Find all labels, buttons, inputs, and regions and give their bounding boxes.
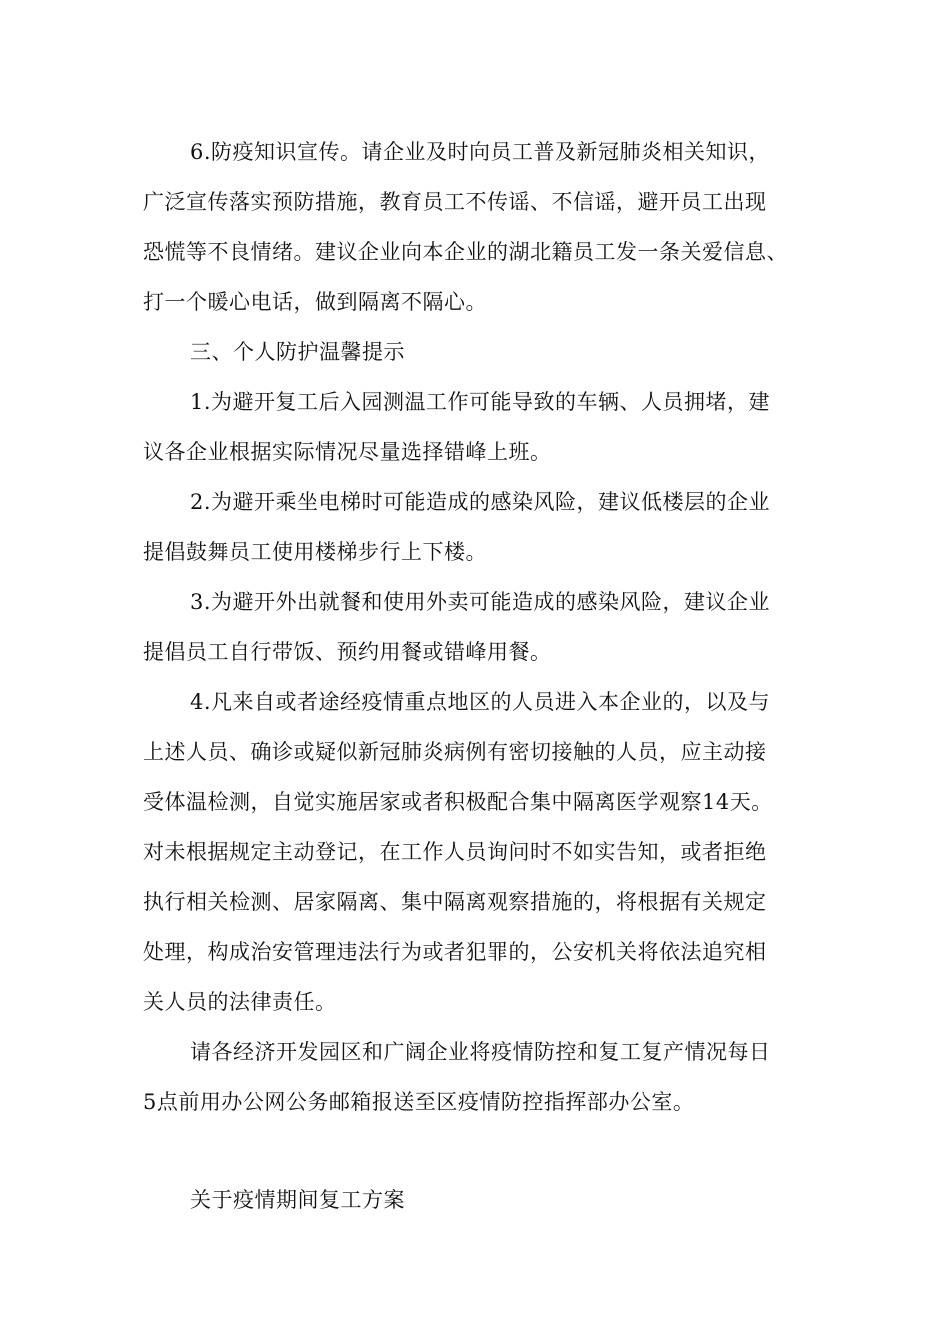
paragraph-line: 处理，构成治安管理违法行为或者犯罪的，公安机关将依法追究相 [143, 940, 767, 964]
paragraph-line: 对未根据规定主动登记，在工作人员询问时不如实告知，或者拒绝 [143, 840, 767, 864]
paragraph-line: 3.为避开外出就餐和使用外卖可能造成的感染风险，建议企业 [190, 590, 771, 614]
paragraph-line: 1.为避开复工后入园测温工作可能导致的车辆、人员拥堵，建 [190, 390, 771, 414]
paragraph-line: 提倡鼓舞员工使用楼梯步行上下楼。 [143, 540, 487, 564]
paragraph-line: 关人员的法律责任。 [143, 990, 337, 1014]
paragraph-line: 恐慌等不良情绪。建议企业向本企业的湖北籍员工发一条关爱信息、 [143, 240, 788, 264]
paragraph-line: 打一个暖心电话，做到隔离不隔心。 [143, 290, 487, 314]
paragraph-line: 提倡员工自行带饭、预约用餐或错峰用餐。 [143, 640, 552, 664]
paragraph-line: 执行相关检测、居家隔离、集中隔离观察措施的，将根据有关规定 [143, 890, 767, 914]
paragraph-line: 6.防疫知识宣传。请企业及时向员工普及新冠肺炎相关知识， [190, 140, 771, 164]
paragraph-line: 议各企业根据实际情况尽量选择错峰上班。 [143, 440, 552, 464]
document-title: 关于疫情期间复工方案 [190, 1188, 405, 1212]
paragraph-line: 4.凡来自或者途经疫情重点地区的人员进入本企业的，以及与 [190, 690, 771, 714]
paragraph-line: 受体温检测，自觉实施居家或者积极配合集中隔离医学观察14天。 [143, 790, 773, 814]
paragraph-line: 广泛宣传落实预防措施，教育员工不传谣、不信谣，避开员工出现 [143, 190, 767, 214]
section-heading: 三、个人防护温馨提示 [190, 340, 405, 364]
paragraph-line: 2.为避开乘坐电梯时可能造成的感染风险，建议低楼层的企业 [190, 490, 771, 514]
paragraph-line: 请各经济开发园区和广阔企业将疫情防控和复工复产情况每日 [190, 1040, 771, 1064]
paragraph-line: 上述人员、确诊或疑似新冠肺炎病例有密切接触的人员，应主动接 [143, 740, 767, 764]
paragraph-line: 5点前用办公网公务邮箱报送至区疫情防控指挥部办公室。 [143, 1090, 695, 1114]
